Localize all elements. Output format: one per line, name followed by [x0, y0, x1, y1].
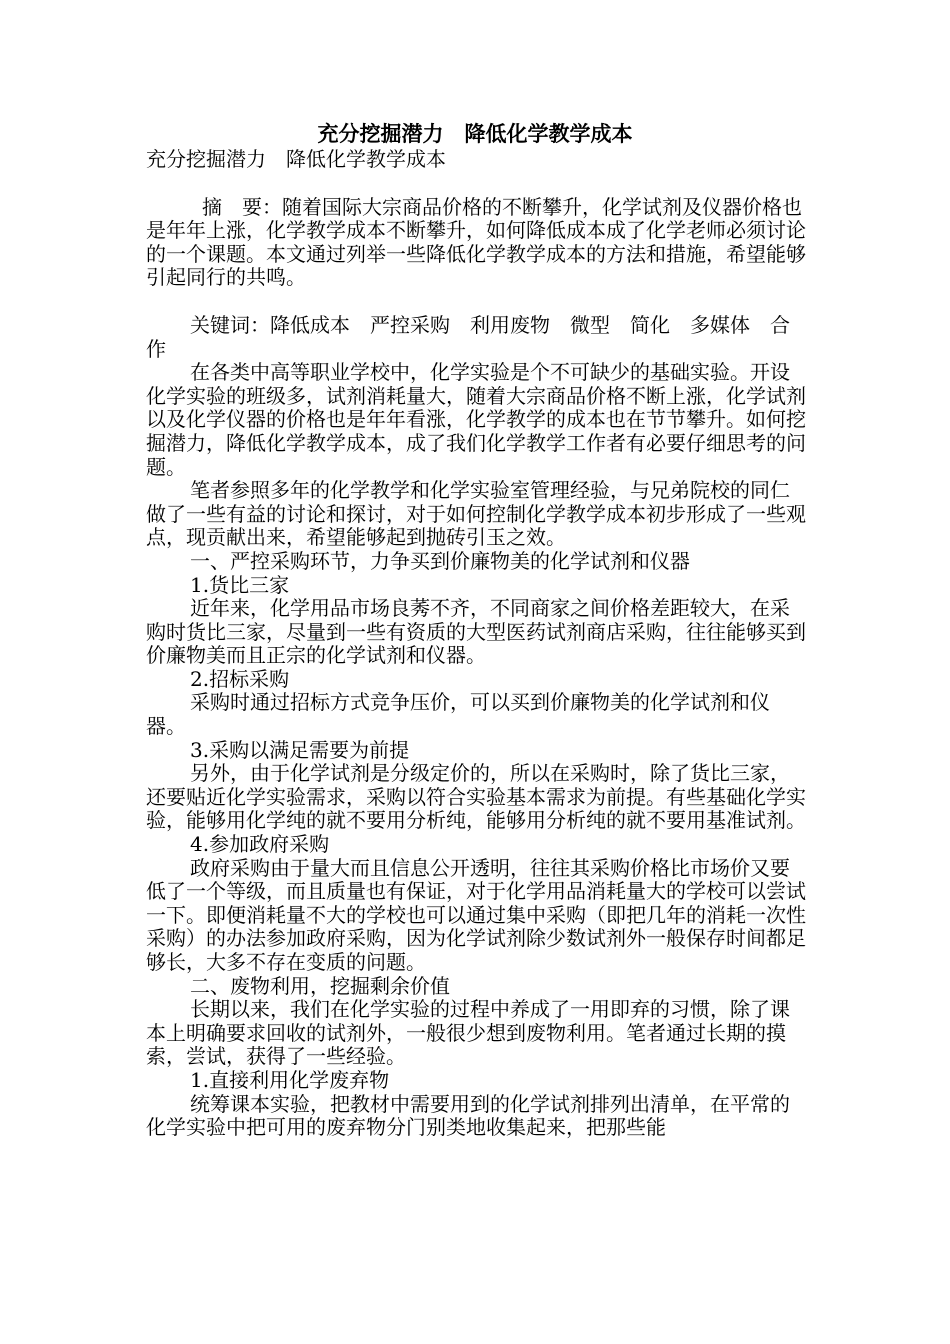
- document-title: 充分挖掘潜力 降低化学教学成本: [317, 122, 633, 146]
- subsection-text-1-3: 另外，由于化学试剂是分级定价的，所以在采购时，除了货比三家，还要贴近化学实验需求，采购以符合实验基本需求为前提。有些基础化学实验，能够用化学纯的就不要用分析纯，能够用分析纯的就不要用基准试剂。: [146, 761, 806, 833]
- subsection-text-1-1: 近年来，化学用品市场良莠不齐，不同商家之间价格差距较大，在采购时货比三家，尽量到一些有资质的大型医药试剂商店采购，往往能够买到价廉物美而且正宗的化学试剂和仪器。: [146, 596, 806, 668]
- subsection-text-1-2: 采购时通过招标方式竞争压价，可以买到价廉物美的化学试剂和仪器。: [146, 690, 770, 739]
- document-body: [146, 148, 806, 1140]
- section-intro-2: 长期以来，我们在化学实验的过程中养成了一用即弃的习惯，除了课本上明确要求回收的试剂外，一般很少想到废物利用。笔者通过长期的摸索，尝试，获得了一些经验。: [146, 997, 790, 1069]
- subsection-heading-1-1: 1.货比三家: [190, 572, 290, 597]
- subsection-heading-1-2: 2.招标采购: [190, 666, 290, 691]
- section-heading-1: 一、严控采购环节，力争买到价廉物美的化学试剂和仪器: [190, 548, 690, 573]
- section-heading-2: 二、废物利用，挖掘剩余价值: [190, 973, 450, 998]
- subsection-heading-2-1: 1.直接利用化学废弃物: [190, 1067, 390, 1092]
- intro-paragraph-2: 笔者参照多年的化学教学和化学实验室管理经验，与兄弟院校的同仁做了一些有益的讨论和探讨，对于如何控制化学教学成本初步形成了一些观点，现贡献出来，希望能够起到抛砖引玉之效。: [146, 478, 806, 550]
- spacer: [146, 172, 806, 196]
- subsection-text-2-1: 统筹课本实验，把教材中需要用到的化学试剂排列出清单，在平常的化学实验中把可用的废弃物分门别类地收集起来，把那些能: [146, 1091, 790, 1140]
- subsection-heading-1-4: 4.参加政府采购: [190, 832, 330, 857]
- keywords-paragraph: 关键词：降低成本 严控采购 利用废物 微型 简化 多媒体 合作: [146, 312, 790, 361]
- subsection-heading-1-3: 3.采购以满足需要为前提: [190, 737, 410, 762]
- abstract-paragraph: 摘 要：随着国际大宗商品价格的不断攀升，化学试剂及仪器价格也是年年上涨，化学教学成本不断攀升，如何降低成本成了化学老师必须讨论的一个课题。本文通过列举一些降低化学教学成本的方法和措施，希望能够引起同行的共鸣。: [146, 194, 806, 290]
- intro-paragraph-1: 在各类中高等职业学校中，化学实验是个不可缺少的基础实验。开设化学实验的班级多，试剂消耗量大，随着大宗商品价格不断上涨，化学试剂以及化学仪器的价格也是年年看涨，化学教学的成本也在节节攀升。如何挖掘潜力，降低化学教学成本，成了我们化学教学工作者有必要仔细思考的问题。: [146, 360, 806, 479]
- document-subtitle: 充分挖掘潜力 降低化学教学成本: [146, 147, 446, 171]
- spacer: [146, 290, 806, 314]
- subsection-text-1-4: 政府采购由于量大而且信息公开透明，往往其采购价格比市场价又要低了一个等级，而且质量也有保证，对于化学用品消耗量大的学校可以尝试一下。即便消耗量不大的学校也可以通过集中采购（即把几年的消耗一次性采购）的办法参加政府采购，因为化学试剂除少数试剂外一般保存时间都足够长，大多不存在变质的问题。: [146, 855, 806, 974]
